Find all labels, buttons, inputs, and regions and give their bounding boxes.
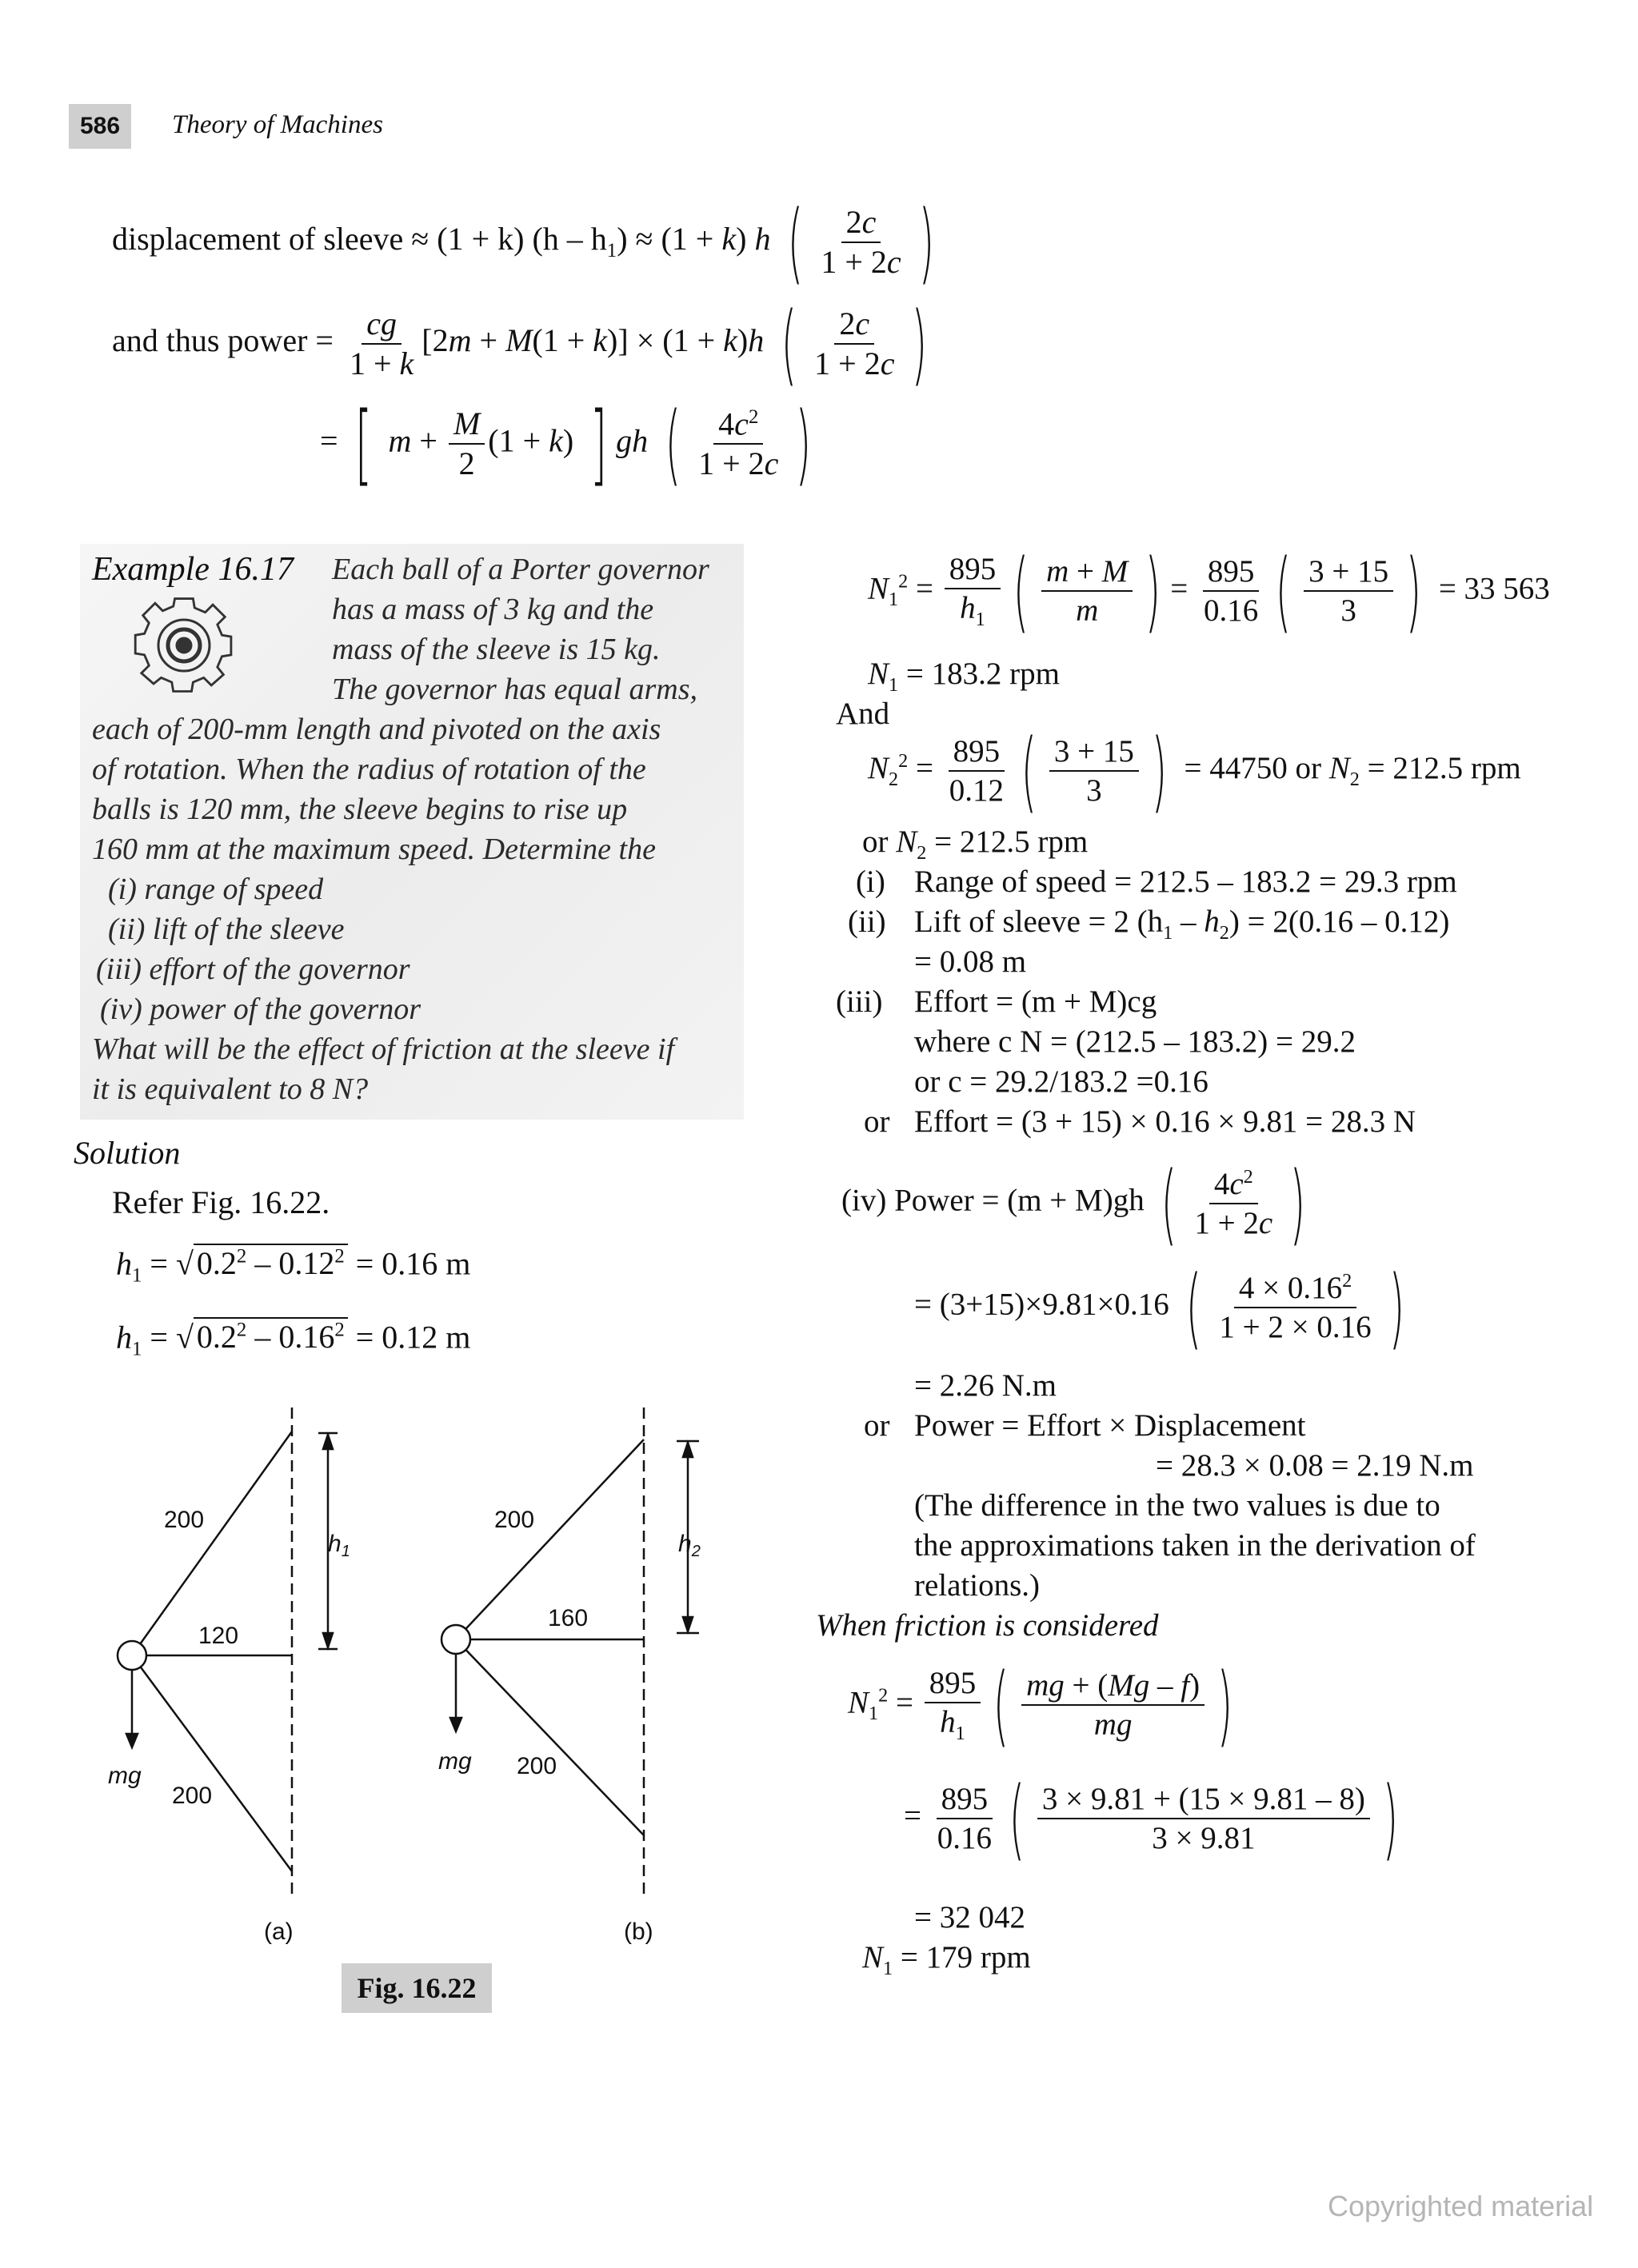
label-radius-a: 120 bbox=[198, 1623, 239, 1649]
example-label: Example 16.17 bbox=[92, 551, 294, 588]
lift-of-sleeve: Lift of sleeve = 2 $(h_1 - h_2) = 2(0.16 - 0.12)$ bbox=[914, 904, 1450, 944]
label-h1: $h_1$ bbox=[328, 1531, 350, 1560]
label-mg-b: mg bbox=[438, 1748, 472, 1775]
page-number: 586 bbox=[69, 104, 131, 149]
power-alt-formula: Power = Effort × Displacement bbox=[914, 1408, 1306, 1443]
h1-result: = 0.16 m bbox=[355, 1245, 471, 1282]
label-b: (b) bbox=[624, 1919, 653, 1945]
label-h2: $h_2$ bbox=[678, 1531, 701, 1560]
friction-heading: When friction is considered bbox=[816, 1608, 1159, 1643]
power-result: = 2.26 N.m bbox=[914, 1368, 1057, 1403]
example-text-line: has a mass of 3 kg and the bbox=[332, 593, 654, 626]
arrowhead-icon bbox=[683, 1617, 693, 1631]
example-item: (i) range of speed bbox=[108, 872, 324, 906]
n1-squared-result: = 33 563 bbox=[1438, 571, 1550, 606]
or-n2-value: = 212.5 rpm bbox=[934, 825, 1089, 859]
or-label: or bbox=[864, 1408, 890, 1443]
power-numeric: = (3+15)×9.81×0.16 bbox=[914, 1287, 1169, 1322]
example-item: (iv) power of the governor bbox=[100, 992, 421, 1026]
friction-result: = 32 042 bbox=[914, 1900, 1025, 1935]
example-text-line: of rotation. When the radius of rotation of the bbox=[92, 753, 646, 786]
power-label: Power = (m + M)gh bbox=[894, 1183, 1145, 1218]
label-mg-a: mg bbox=[108, 1763, 142, 1789]
n2-squared-result: = 44750 or bbox=[1184, 750, 1322, 785]
h2-equation: $h_1$ = √ $0.2^2 - 0.16^2 = 0.12$ m bbox=[116, 1319, 471, 1360]
lift-result: = 0.08 m bbox=[914, 944, 1027, 979]
lower-arm-a bbox=[132, 1655, 292, 1871]
gear-icon bbox=[112, 593, 256, 697]
ball-a bbox=[118, 1641, 146, 1670]
effort-c: or c = 29.2/183.2 =0.16 bbox=[914, 1064, 1209, 1099]
item-i-marker: (i) bbox=[856, 864, 885, 899]
power-alt-result: = 28.3 × 0.08 = 2.19 N.m bbox=[1156, 1448, 1474, 1483]
example-text-line: each of 200-mm length and pivoted on the axis bbox=[92, 713, 661, 746]
difference-note: the approximations taken in the derivation of bbox=[914, 1528, 1476, 1563]
example-text-line: 160 mm at the maximum speed. Determine the bbox=[92, 833, 656, 866]
label-arm-b-upper: 200 bbox=[494, 1507, 535, 1533]
label-arm-a-lower: 200 bbox=[172, 1783, 213, 1809]
difference-note: (The difference in the two values is due to bbox=[914, 1488, 1440, 1523]
and-label: And bbox=[836, 697, 890, 731]
item-ii-marker: (ii) bbox=[848, 904, 886, 939]
range-of-speed: Range of speed = 212.5 – 183.2 = 29.3 rpm bbox=[914, 864, 1457, 899]
n1-squared-equation: $N_1^2$ = $\frac{895}{h_1}$ ( $\frac{m + M}{m}$ ) = $\frac{895}{0.16}$ ( $\frac{3 + 15}{3}$ ) = 33 563 bbox=[868, 540, 1550, 643]
power-iv-equation: (iv) Power = (m + M)gh ( $\frac{4c^2}{1 + 2c}$ ) bbox=[841, 1152, 1306, 1255]
equals-sign: = bbox=[320, 422, 338, 459]
copyright-watermark: Copyrighted material bbox=[1328, 2190, 1594, 2222]
running-head: Theory of Machines bbox=[172, 110, 383, 139]
arrowhead-icon bbox=[323, 1435, 333, 1449]
arrowhead-icon bbox=[126, 1734, 138, 1747]
arrowhead-icon bbox=[323, 1633, 333, 1647]
solution-heading: Solution bbox=[74, 1135, 181, 1171]
figure-caption: Fig. 16.22 bbox=[342, 1963, 492, 2013]
or-label: or bbox=[864, 1104, 890, 1139]
displacement-equation: displacement of sleeve ≈ (1 + k) $(h - h_1) \approx (1 + k)$ h ( $\frac{2c}{1 + 2c}$ ) bbox=[112, 191, 934, 293]
friction-n1-equation: $N_1^2$ = $\frac{895}{h_1}$ ( $\frac{mg + (Mg - f)}{mg}$ ) bbox=[848, 1654, 1233, 1757]
n2-rpm-tail: = 212.5 rpm bbox=[1367, 750, 1521, 785]
effort-formula: Effort = (m + M)cg bbox=[914, 984, 1157, 1019]
example-text-line: mass of the sleeve is 15 kg. bbox=[332, 633, 661, 666]
displacement-label: displacement of sleeve ≈ (1 + k) (h – h bbox=[112, 221, 607, 258]
example-question: it is equivalent to 8 N? bbox=[92, 1072, 369, 1106]
label-radius-b: 160 bbox=[548, 1605, 589, 1631]
power-numeric-equation: = (3+15)×9.81×0.16 ( $\frac{4 \times 0.16^2}{1 + 2 \times 0.16}$ ) bbox=[914, 1256, 1404, 1359]
example-text-line: balls is 120 mm, the sleeve begins to rise up bbox=[92, 793, 628, 826]
friction-n1-line: $N_1 = 179$ rpm bbox=[862, 1940, 1031, 1979]
effort-result: Effort = (3 + 15) × 0.16 × 9.81 = 28.3 N bbox=[914, 1104, 1416, 1139]
difference-note: relations.) bbox=[914, 1568, 1041, 1603]
arrowhead-icon bbox=[450, 1718, 461, 1731]
power-simplified-equation: = [ m + $\frac{M}{2}$ (1 + k) ] gh ( $\frac{4c^2}{1 + 2c}$ ) bbox=[320, 393, 812, 496]
label-a: (a) bbox=[264, 1919, 294, 1945]
example-item: (ii) lift of the sleeve bbox=[108, 912, 345, 946]
n1-rpm: = 183.2 rpm bbox=[905, 657, 1060, 691]
h2-result: = 0.12 m bbox=[355, 1319, 471, 1356]
label-arm-b-lower: 200 bbox=[517, 1753, 557, 1779]
or-n2-line: or $N_2 = 212.5$ rpm bbox=[862, 825, 1089, 864]
friction-numeric-equation: = $\frac{895}{0.16}$ ( $\frac{3 \times 9.81 + (15 \times 9.81 - 8)}{3 \times 9.81}$ ) bbox=[904, 1767, 1399, 1870]
arrowhead-icon bbox=[683, 1443, 693, 1457]
item-iii-marker: (iii) bbox=[836, 984, 883, 1019]
example-text-line: The governor has equal arms, bbox=[332, 673, 698, 706]
n1-line: $N_1 = 183.2$ rpm bbox=[868, 657, 1060, 696]
friction-rpm: = 179 rpm bbox=[900, 1940, 1031, 1975]
refer-figure: Refer Fig. 16.22. bbox=[112, 1184, 330, 1220]
power-equation: and thus power = $\frac{cg}{1 + k}$ [2m + M(1 + k)] × (1 + k)h ( $\frac{2c}{1 + 2c}$ ) bbox=[112, 293, 928, 395]
h1-equation: $h_1$ = √ $0.2^2 - 0.12^2 = 0.16$ m bbox=[116, 1245, 471, 1287]
effort-where: where c N = (212.5 – 183.2) = 29.2 bbox=[914, 1024, 1356, 1059]
label-arm-a-upper: 200 bbox=[164, 1507, 205, 1533]
figure-16-22 bbox=[96, 1400, 736, 1959]
example-item: (iii) effort of the governor bbox=[96, 952, 410, 986]
lower-arm-b bbox=[456, 1639, 644, 1835]
n2-squared-equation: $N_2^2$ = $\frac{895}{0.12}$ ( $\frac{3 + 15}{3}$ ) = 44750 or $N_2 = 212.5$ rpm bbox=[868, 720, 1521, 822]
example-text-line: Each ball of a Porter governor bbox=[332, 553, 709, 586]
power-label: and thus power = bbox=[112, 322, 334, 359]
upper-arm-a bbox=[132, 1431, 292, 1655]
example-question: What will be the effect of friction at the sleeve if bbox=[92, 1032, 675, 1066]
ball-b bbox=[441, 1625, 470, 1654]
